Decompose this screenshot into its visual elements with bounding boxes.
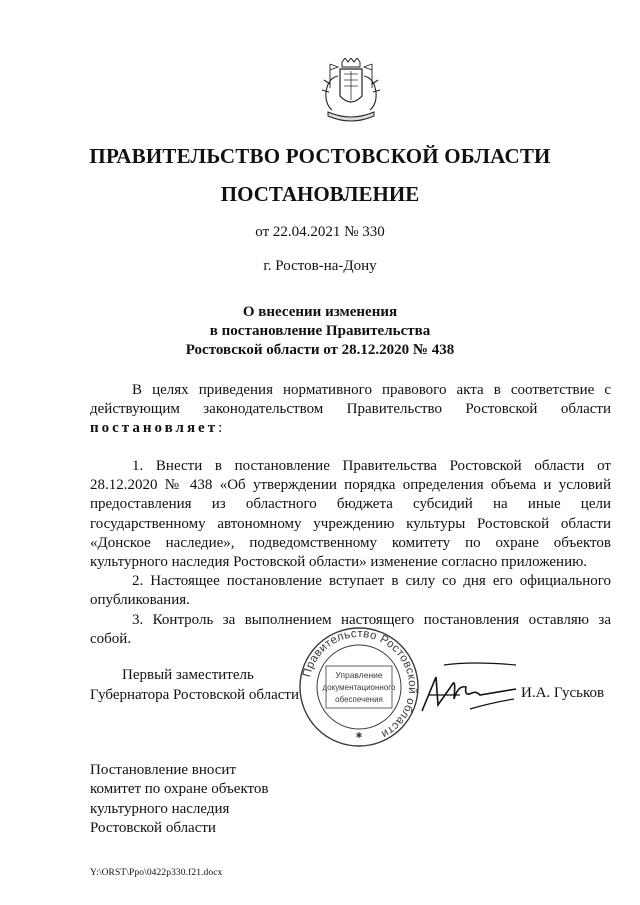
file-path: Y:\ORST\Ppo\0422p330.f21.docx [90, 868, 223, 878]
submitter-line-3: культурного наследия [90, 800, 230, 817]
submitter-block [90, 761, 268, 839]
subject-line-1: О внесении изменения [242, 304, 398, 320]
subject-line-3: Ростовской области от 28.12.2020 № 438 [185, 342, 455, 358]
decree-items [90, 457, 611, 649]
decree-word: постановляет [90, 420, 219, 437]
handwritten-signature-icon [420, 655, 518, 723]
signer-position [90, 666, 299, 705]
preamble [90, 381, 611, 439]
submitter-line-1: Постановление вносит [90, 762, 237, 778]
document-type: ПОСТАНОВЛЕНИЕ [220, 182, 420, 206]
decree-item-3: 3. Контроль за выполнением настоящего постановления оставляю за собой. [90, 611, 611, 647]
seal-inner-line-1: Управление [335, 670, 383, 680]
preamble-text: В целях приведения нормативного правового акта в соответствие с действующим законодательством Правительство Ростовской области [90, 382, 611, 418]
submitter-line-4: Ростовской области [90, 820, 216, 837]
seal-outer-text: Правительство Ростовской области [301, 627, 419, 741]
submitter-line-2: комитет по охране объектов [90, 781, 269, 798]
document-date-number: от 22.04.2021 № 330 [255, 224, 385, 240]
subject-line-2: в постановление Правительства [209, 323, 431, 339]
official-seal-icon [298, 626, 420, 748]
decree-colon: : [218, 420, 223, 437]
seal-inner-line-3: обеспечения [335, 695, 383, 704]
signer-position-line-1: Первый заместитель [122, 667, 254, 683]
signer-name: И.А. Гуськов [521, 685, 605, 701]
decree-item-1: 1. Внести в постановление Правительства Ростовской области от 28.12.2020 № 438 «Об утверждении порядка определения объема и условий предоставления из областного бюджета субсидий на иные цели государственному автономному учреждению культуры Ростовской области «Донское наследие», подведомственному комитету по охране объектов культурного наследия Ростовской области» изменение согласно приложению. [90, 458, 611, 571]
document-city: г. Ростов-на-Дону [263, 258, 377, 274]
seal-inner-line-2: документационного [322, 683, 396, 692]
signer-position-line-2: Губернатора Ростовской области [90, 686, 300, 703]
government-title: ПРАВИТЕЛЬСТВО РОСТОВСКОЙ ОБЛАСТИ [89, 144, 551, 168]
coat-of-arms-icon [318, 58, 384, 126]
svg-text:✱: ✱ [355, 731, 363, 740]
decree-item-2: 2. Настоящее постановление вступает в силу со дня его официального опубликования. [90, 573, 611, 609]
